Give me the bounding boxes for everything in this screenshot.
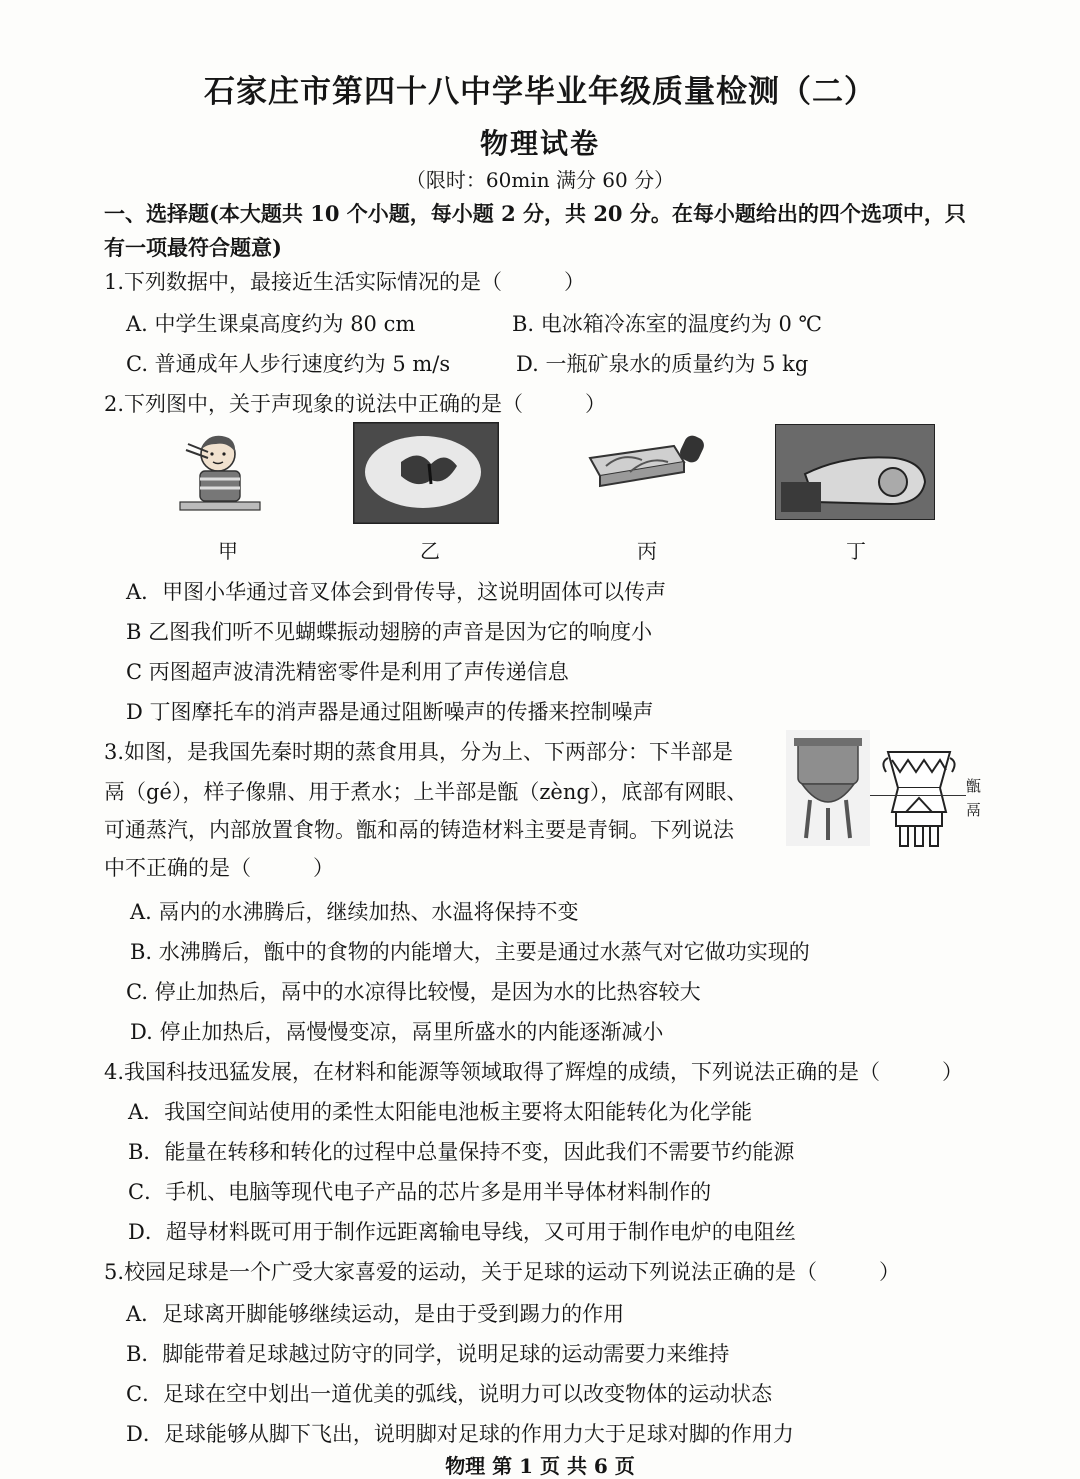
steamer-label-li: 鬲	[966, 801, 982, 819]
question-5-text: 5.校园足球是一个广受大家喜爱的运动，关于足球的运动下列说法正确的是（	[104, 1260, 818, 1284]
question-1-stem	[104, 266, 585, 296]
question-3-line1: 3.如图，是我国先秦时期的蒸食用具，分为上、下两部分：下半部是	[104, 740, 734, 764]
figure-label-ding: 丁	[846, 539, 866, 563]
question-4-paren: ）	[942, 1060, 964, 1084]
q2-option-a: A．甲图小华通过音叉体会到骨传导，这说明固体可以传声	[126, 580, 667, 604]
question-2-text: 2.下列图中，关于声现象的说法中正确的是（	[104, 392, 524, 416]
question-5-paren: ）	[879, 1260, 901, 1284]
steamer-label-zeng: 甑	[966, 777, 982, 795]
q4-option-c: C．手机、电脑等现代电子产品的芯片多是用半导体材料制作的	[128, 1180, 712, 1204]
time-score-info: （限时：60min 满分 60 分）	[405, 168, 675, 192]
section-heading-line2: 有一项最符合题意)	[104, 235, 282, 260]
q3-option-c: C. 停止加热后，鬲中的水凉得比较慢，是因为水的比热容较大	[126, 980, 701, 1004]
steamer-divider-line	[870, 795, 966, 796]
question-1-paren: ）	[564, 270, 586, 294]
question-2-paren: ）	[585, 392, 607, 416]
figure-bing-ultrasonic-cleaner	[582, 432, 712, 494]
subject-title: 物理试卷	[479, 127, 600, 160]
question-3-line2: 鬲（gé），样子像鼎、用于煮水；上半部是甑（zèng），底部有网眼、	[104, 780, 748, 804]
figure-label-yi: 乙	[420, 539, 440, 563]
q5-option-c: C．足球在空中划出一道优美的弧线，说明力可以改变物体的运动状态	[126, 1382, 773, 1406]
question-5-stem	[104, 1256, 900, 1286]
q3-option-d: D. 停止加热后，鬲慢慢变凉，鬲里所盛水的内能逐渐减小	[130, 1020, 664, 1044]
figure-bronze-steamer-photo	[786, 730, 870, 846]
q2-option-b: B 乙图我们听不见蝴蝶振动翅膀的声音是因为它的响度小	[126, 620, 653, 644]
q2-option-c: C 丙图超声波清洗精密零件是利用了声传递信息	[126, 660, 569, 684]
section-heading-line1: 一、选择题(本大题共 10 个小题，每小题 2 分，共 20 分。在每小题给出的四个选项中，只	[104, 201, 966, 226]
figure-ding-motorcycle-muffler	[775, 424, 935, 520]
question-2-stem	[104, 388, 606, 418]
q1-option-d: D. 一瓶矿泉水的质量约为 5 kg	[516, 352, 809, 376]
question-3-paren: ）	[313, 856, 334, 880]
question-3-text: 中不正确的是（	[104, 856, 251, 880]
q4-option-a: A．我国空间站使用的柔性太阳能电池板主要将太阳能转化为化学能	[128, 1100, 753, 1124]
question-3-line4	[104, 852, 334, 882]
figure-label-jia: 甲	[218, 539, 238, 563]
page-footer: 物理 第 1 页 共 6 页	[445, 1454, 635, 1478]
figure-steamer-diagram	[882, 742, 956, 850]
exam-title: 石家庄市第四十八中学毕业年级质量检测（二）	[204, 74, 876, 110]
question-4-stem	[104, 1056, 963, 1086]
q2-option-d: D 丁图摩托车的消声器是通过阻断噪声的传播来控制噪声	[126, 700, 654, 724]
q4-option-d: D．超导材料既可用于制作远距离输电导线，又可用于制作电炉的电阻丝	[128, 1220, 796, 1244]
q5-option-b: B．脚能带着足球越过防守的同学，说明足球的运动需要力来维持	[126, 1342, 730, 1366]
q3-option-b: B. 水沸腾后，甑中的食物的内能增大，主要是通过水蒸气对它做功实现的	[130, 940, 810, 964]
q5-option-d: D．足球能够从脚下飞出，说明脚对足球的作用力大于足球对脚的作用力	[126, 1422, 794, 1446]
figure-jia-boy-tuning-fork	[178, 428, 264, 520]
figure-label-bing: 丙	[637, 539, 657, 563]
question-3-line3: 可通蒸汽，内部放置食物。甑和鬲的铸造材料主要是青铜。下列说法	[104, 818, 734, 842]
q1-option-b: B. 电冰箱冷冻室的温度约为 0 ℃	[512, 312, 822, 336]
figure-yi-butterfly	[353, 422, 499, 524]
question-1-text: 1.下列数据中，最接近生活实际情况的是（	[104, 270, 503, 294]
q3-option-a: A. 鬲内的水沸腾后，继续加热、水温将保持不变	[130, 900, 579, 924]
q1-option-c: C. 普通成年人步行速度约为 5 m/s	[126, 352, 451, 376]
q5-option-a: A．足球离开脚能够继续运动，是由于受到踢力的作用	[126, 1302, 625, 1326]
q4-option-b: B．能量在转移和转化的过程中总量保持不变，因此我们不需要节约能源	[128, 1140, 795, 1164]
question-4-text: 4.我国科技迅猛发展，在材料和能源等领域取得了辉煌的成绩，下列说法正确的是（	[104, 1060, 881, 1084]
q1-option-a: A. 中学生课桌高度约为 80 cm	[126, 312, 416, 336]
